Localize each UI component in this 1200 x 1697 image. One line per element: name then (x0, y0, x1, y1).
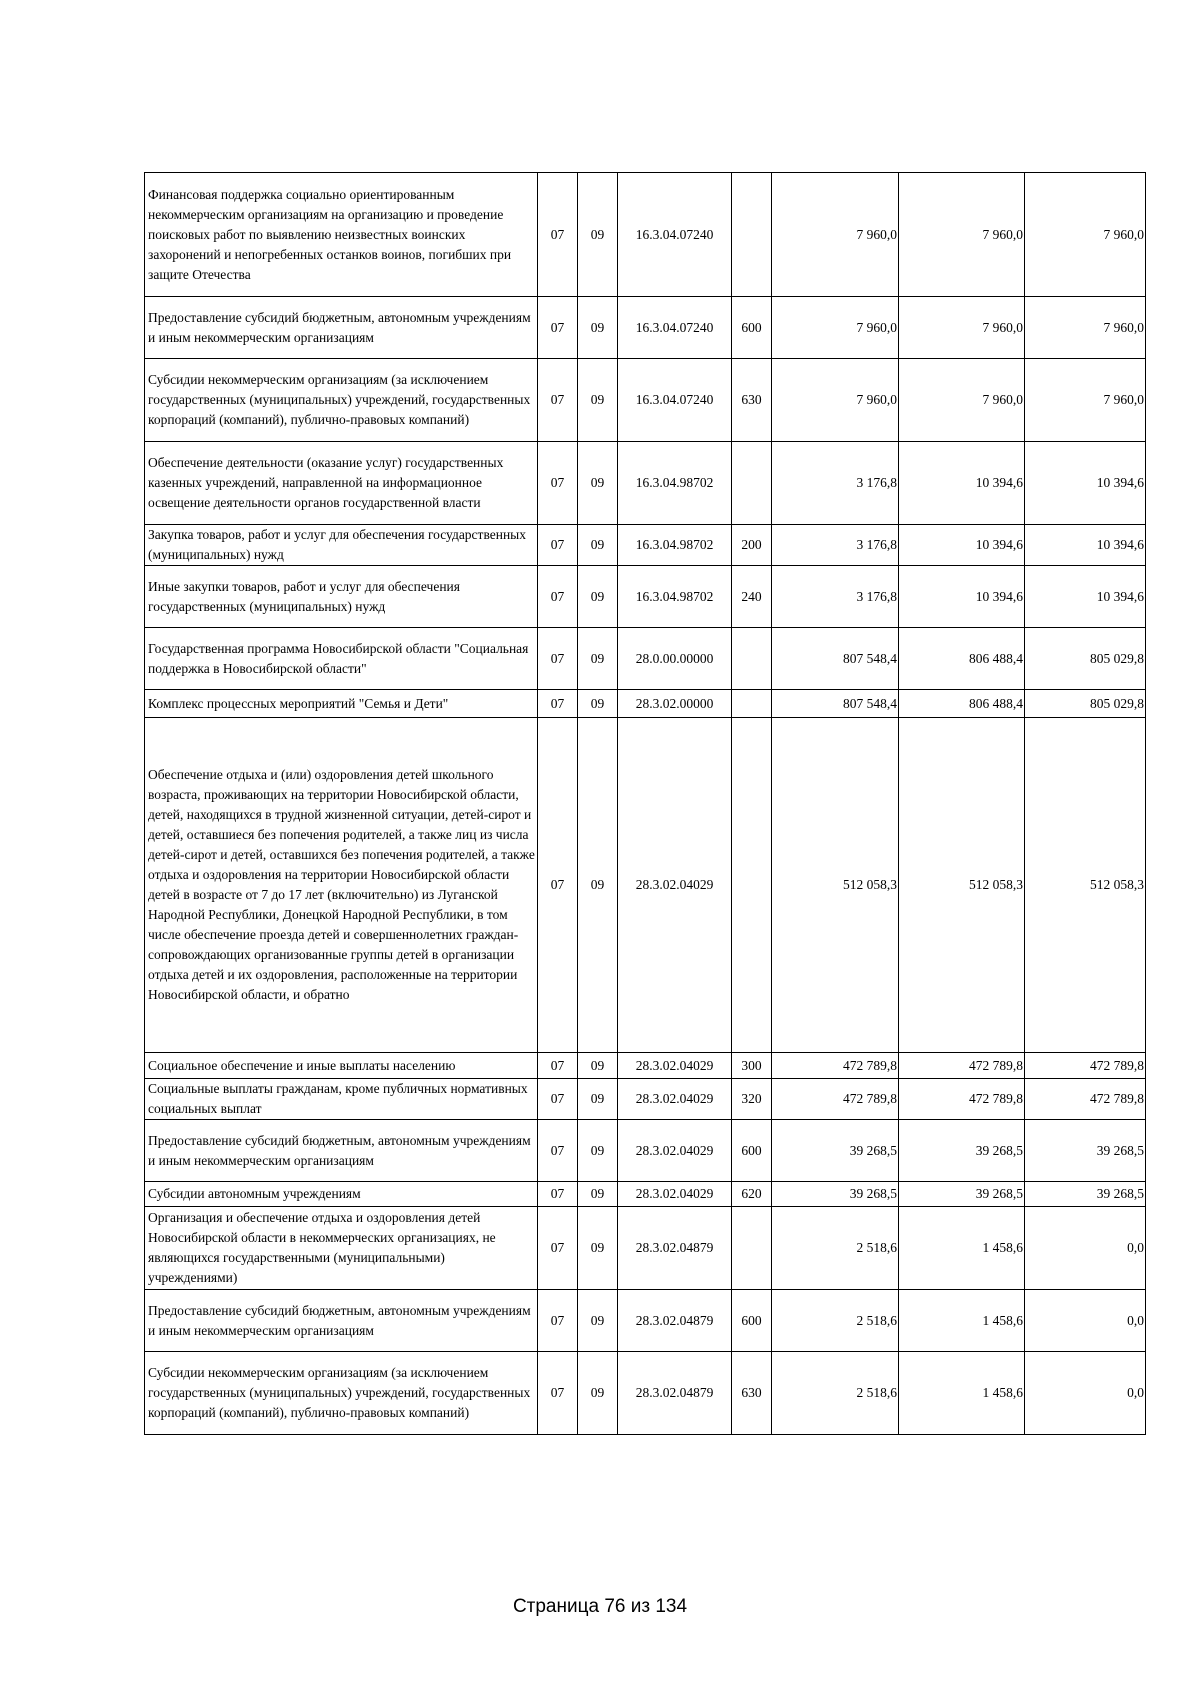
subsection-code-cell: 09 (578, 525, 618, 566)
expense-name-cell: Финансовая поддержка социально ориентированным некоммерческим организациям на организацию и проведение поисковых работ по выявлению неизвестных воинских захоронений и непогребенных останков воинов, погибших при защите Отечества (145, 173, 538, 297)
expense-name-cell: Субсидии автономным учреждениям (145, 1182, 538, 1207)
amount-year2-cell: 1 458,6 (899, 1207, 1025, 1290)
amount-year3-cell: 805 029,8 (1025, 690, 1146, 718)
amount-year1-cell: 3 176,8 (772, 442, 899, 525)
subsection-code-cell: 09 (578, 1120, 618, 1182)
amount-year1-cell: 2 518,6 (772, 1352, 899, 1435)
amount-year1-cell: 472 789,8 (772, 1079, 899, 1120)
amount-year1-cell: 3 176,8 (772, 525, 899, 566)
amount-year2-cell: 512 058,3 (899, 718, 1025, 1053)
table-row (145, 1290, 1146, 1352)
subsection-code-cell: 09 (578, 628, 618, 690)
section-code-cell: 07 (538, 1120, 578, 1182)
expense-name-cell: Организация и обеспечение отдыха и оздоровления детей Новосибирской области в некоммерческих организациях, не являющихся государственными (муниципальными) учреждениями) (145, 1207, 538, 1290)
amount-year2-cell: 806 488,4 (899, 628, 1025, 690)
expense-name-cell: Государственная программа Новосибирской области "Социальная поддержка в Новосибирской области" (145, 628, 538, 690)
target-article-cell: 28.3.02.00000 (618, 690, 732, 718)
section-code-cell: 07 (538, 718, 578, 1053)
target-article-cell: 16.3.04.07240 (618, 359, 732, 442)
expense-type-cell (732, 173, 772, 297)
amount-year3-cell: 472 789,8 (1025, 1053, 1146, 1079)
target-article-cell: 28.3.02.04029 (618, 1182, 732, 1207)
amount-year3-cell: 10 394,6 (1025, 566, 1146, 628)
target-article-cell: 28.3.02.04879 (618, 1352, 732, 1435)
section-code-cell: 07 (538, 359, 578, 442)
subsection-code-cell: 09 (578, 1053, 618, 1079)
table-row (145, 525, 1146, 566)
expense-name-cell: Субсидии некоммерческим организациям (за исключением государственных (муниципальных) учреждений, государственных корпораций (компаний), публично-правовых компаний) (145, 359, 538, 442)
table-row (145, 566, 1146, 628)
target-article-cell: 16.3.04.07240 (618, 173, 732, 297)
amount-year3-cell: 39 268,5 (1025, 1120, 1146, 1182)
expense-type-cell (732, 690, 772, 718)
amount-year3-cell: 0,0 (1025, 1290, 1146, 1352)
section-code-cell: 07 (538, 1079, 578, 1120)
section-code-cell: 07 (538, 442, 578, 525)
table-row (145, 1182, 1146, 1207)
table-row (145, 1352, 1146, 1435)
target-article-cell: 28.3.02.04879 (618, 1207, 732, 1290)
expense-type-cell: 630 (732, 1352, 772, 1435)
amount-year2-cell: 7 960,0 (899, 359, 1025, 442)
amount-year2-cell: 1 458,6 (899, 1290, 1025, 1352)
expense-type-cell (732, 1207, 772, 1290)
section-code-cell: 07 (538, 628, 578, 690)
expense-name-cell: Социальное обеспечение и иные выплаты населению (145, 1053, 538, 1079)
target-article-cell: 28.3.02.04879 (618, 1290, 732, 1352)
expense-name-cell: Иные закупки товаров, работ и услуг для обеспечения государственных (муниципальных) нужд (145, 566, 538, 628)
amount-year1-cell: 807 548,4 (772, 690, 899, 718)
amount-year3-cell: 472 789,8 (1025, 1079, 1146, 1120)
section-code-cell: 07 (538, 1352, 578, 1435)
amount-year1-cell: 2 518,6 (772, 1207, 899, 1290)
target-article-cell: 16.3.04.98702 (618, 525, 732, 566)
amount-year3-cell: 39 268,5 (1025, 1182, 1146, 1207)
table-row (145, 173, 1146, 297)
expense-type-cell: 300 (732, 1053, 772, 1079)
expense-type-cell: 630 (732, 359, 772, 442)
expense-type-cell: 600 (732, 297, 772, 359)
section-code-cell: 07 (538, 173, 578, 297)
table-row (145, 442, 1146, 525)
section-code-cell: 07 (538, 690, 578, 718)
expense-type-cell: 600 (732, 1290, 772, 1352)
amount-year3-cell: 512 058,3 (1025, 718, 1146, 1053)
amount-year3-cell: 0,0 (1025, 1207, 1146, 1290)
table-row (145, 690, 1146, 718)
target-article-cell: 28.0.00.00000 (618, 628, 732, 690)
target-article-cell: 16.3.04.98702 (618, 566, 732, 628)
page-number: Страница 76 из 134 (512, 1596, 688, 1617)
amount-year3-cell: 805 029,8 (1025, 628, 1146, 690)
amount-year3-cell: 10 394,6 (1025, 525, 1146, 566)
amount-year2-cell: 7 960,0 (899, 173, 1025, 297)
target-article-cell: 28.3.02.04029 (618, 1120, 732, 1182)
expense-type-cell: 620 (732, 1182, 772, 1207)
table-body (145, 173, 1146, 1435)
amount-year2-cell: 806 488,4 (899, 690, 1025, 718)
expense-name-cell: Социальные выплаты гражданам, кроме публичных нормативных социальных выплат (145, 1079, 538, 1120)
expense-type-cell: 200 (732, 525, 772, 566)
target-article-cell: 28.3.02.04029 (618, 718, 732, 1053)
expense-type-cell: 240 (732, 566, 772, 628)
expense-name-cell: Закупка товаров, работ и услуг для обеспечения государственных (муниципальных) нужд (145, 525, 538, 566)
table-row (145, 1207, 1146, 1290)
amount-year2-cell: 10 394,6 (899, 442, 1025, 525)
section-code-cell: 07 (538, 1290, 578, 1352)
table-row (145, 718, 1146, 1053)
subsection-code-cell: 09 (578, 690, 618, 718)
section-code-cell: 07 (538, 566, 578, 628)
subsection-code-cell: 09 (578, 173, 618, 297)
expense-name-cell: Субсидии некоммерческим организациям (за исключением государственных (муниципальных) учреждений, государственных корпораций (компаний), публично-правовых компаний) (145, 1352, 538, 1435)
section-code-cell: 07 (538, 1207, 578, 1290)
amount-year2-cell: 10 394,6 (899, 566, 1025, 628)
amount-year1-cell: 512 058,3 (772, 718, 899, 1053)
amount-year2-cell: 1 458,6 (899, 1352, 1025, 1435)
table-row (145, 1079, 1146, 1120)
target-article-cell: 16.3.04.98702 (618, 442, 732, 525)
expense-type-cell: 600 (732, 1120, 772, 1182)
subsection-code-cell: 09 (578, 718, 618, 1053)
table-row (145, 297, 1146, 359)
expense-name-cell: Предоставление субсидий бюджетным, автономным учреждениям и иным некоммерческим организациям (145, 1120, 538, 1182)
subsection-code-cell: 09 (578, 297, 618, 359)
section-code-cell: 07 (538, 525, 578, 566)
expense-type-cell: 320 (732, 1079, 772, 1120)
budget-table (144, 172, 1146, 1435)
table-row (145, 359, 1146, 442)
table-row (145, 628, 1146, 690)
expense-name-cell: Обеспечение деятельности (оказание услуг) государственных казенных учреждений, направленной на информационное освещение деятельности органов государственной власти (145, 442, 538, 525)
amount-year3-cell: 10 394,6 (1025, 442, 1146, 525)
expense-name-cell: Предоставление субсидий бюджетным, автономным учреждениям и иным некоммерческим организациям (145, 1290, 538, 1352)
target-article-cell: 28.3.02.04029 (618, 1079, 732, 1120)
amount-year1-cell: 7 960,0 (772, 297, 899, 359)
amount-year1-cell: 39 268,5 (772, 1182, 899, 1207)
subsection-code-cell: 09 (578, 566, 618, 628)
amount-year3-cell: 7 960,0 (1025, 359, 1146, 442)
amount-year2-cell: 39 268,5 (899, 1120, 1025, 1182)
subsection-code-cell: 09 (578, 1182, 618, 1207)
subsection-code-cell: 09 (578, 1352, 618, 1435)
target-article-cell: 16.3.04.07240 (618, 297, 732, 359)
expense-type-cell (732, 718, 772, 1053)
amount-year1-cell: 472 789,8 (772, 1053, 899, 1079)
subsection-code-cell: 09 (578, 1079, 618, 1120)
section-code-cell: 07 (538, 1053, 578, 1079)
amount-year1-cell: 7 960,0 (772, 173, 899, 297)
amount-year2-cell: 472 789,8 (899, 1053, 1025, 1079)
expense-name-cell: Комплекс процессных мероприятий "Семья и Дети" (145, 690, 538, 718)
amount-year1-cell: 7 960,0 (772, 359, 899, 442)
subsection-code-cell: 09 (578, 359, 618, 442)
expense-name-cell: Обеспечение отдыха и (или) оздоровления детей школьного возраста, проживающих на территории Новосибирской области, детей, находящихся в трудной жизненной ситуации, детей-сирот и детей, оставшиеся без попечения родителей, а также лиц из числа детей-сирот и детей, оставшихся без попечения родителей, а также отдыха и оздоровления на территории Новосибирской области детей в возрасте от 7 до 17 лет (включительно) из Луганской Народной Республики, Донецкой Народной Республики, в том числе обеспечение проезда детей и совершеннолетних граждан-сопровождающих организованные группы детей в организации отдыха детей и их оздоровления, расположенные на территории Новосибирской области, и обратно (145, 718, 538, 1053)
amount-year2-cell: 7 960,0 (899, 297, 1025, 359)
subsection-code-cell: 09 (578, 442, 618, 525)
amount-year3-cell: 7 960,0 (1025, 173, 1146, 297)
subsection-code-cell: 09 (578, 1290, 618, 1352)
expense-type-cell (732, 628, 772, 690)
amount-year2-cell: 472 789,8 (899, 1079, 1025, 1120)
amount-year3-cell: 7 960,0 (1025, 297, 1146, 359)
amount-year1-cell: 2 518,6 (772, 1290, 899, 1352)
table-row (145, 1053, 1146, 1079)
amount-year1-cell: 39 268,5 (772, 1120, 899, 1182)
target-article-cell: 28.3.02.04029 (618, 1053, 732, 1079)
amount-year1-cell: 807 548,4 (772, 628, 899, 690)
expense-name-cell: Предоставление субсидий бюджетным, автономным учреждениям и иным некоммерческим организациям (145, 297, 538, 359)
amount-year2-cell: 10 394,6 (899, 525, 1025, 566)
amount-year3-cell: 0,0 (1025, 1352, 1146, 1435)
table-row (145, 1120, 1146, 1182)
subsection-code-cell: 09 (578, 1207, 618, 1290)
amount-year1-cell: 3 176,8 (772, 566, 899, 628)
amount-year2-cell: 39 268,5 (899, 1182, 1025, 1207)
section-code-cell: 07 (538, 1182, 578, 1207)
section-code-cell: 07 (538, 297, 578, 359)
expense-type-cell (732, 442, 772, 525)
